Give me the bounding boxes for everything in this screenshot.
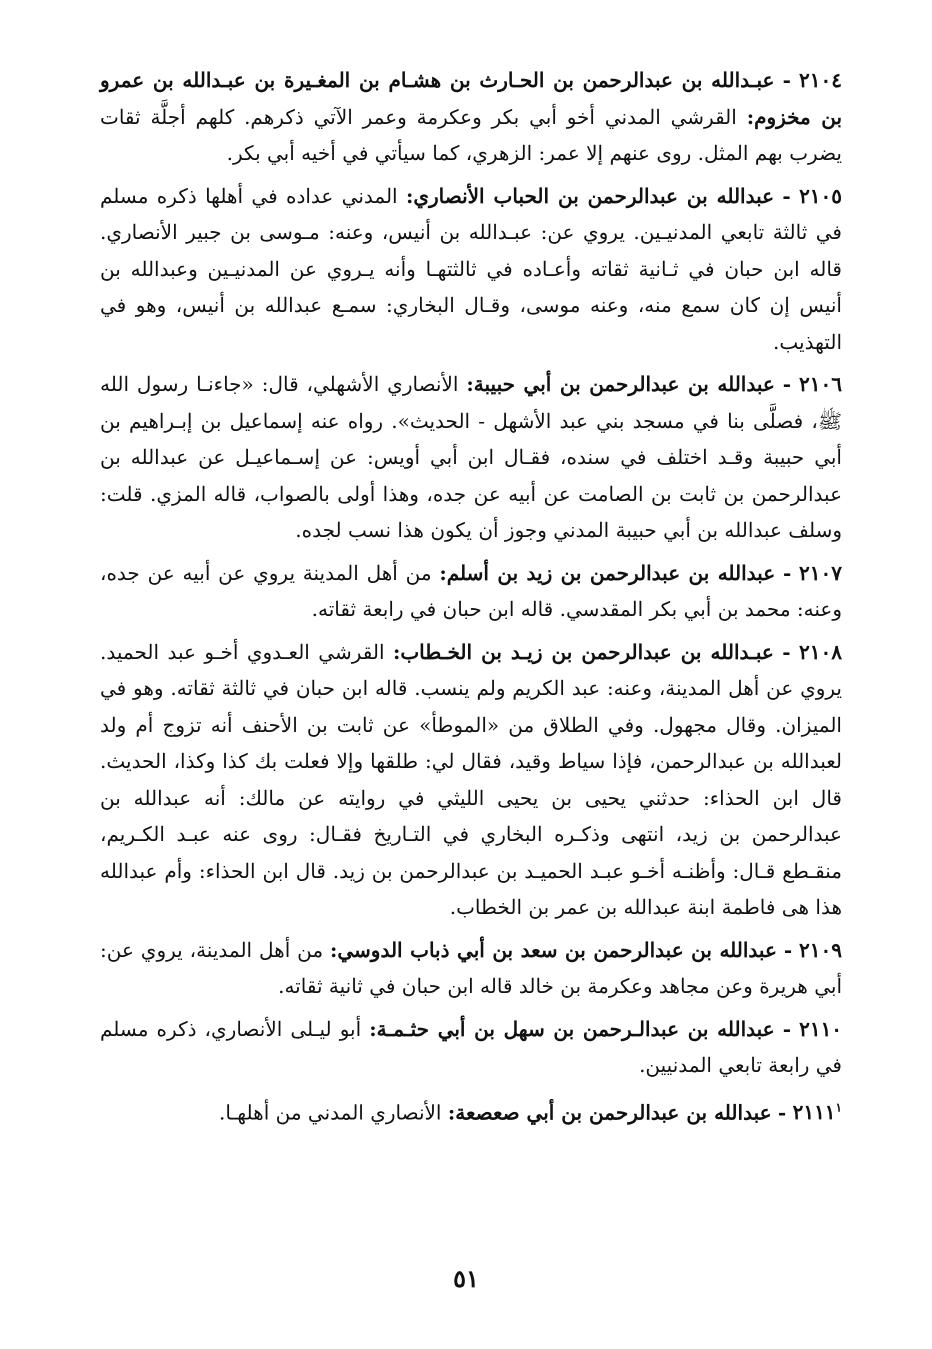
entry-dash: -	[777, 1100, 787, 1125]
entry-name: عبـدالله بن عبدالرحمن بن زيـد بن الخـطاب:	[392, 639, 774, 664]
entry-dash: -	[782, 639, 791, 664]
entry-name: عبدالله بن عبدالـرحمن بن سهل بن أبي حثـمـة:	[369, 1016, 775, 1041]
entry-text: المدني عداده في أهلها ذكره مسلم في ثالثة تابعي المدنيـين. يروي عن: عبـدالله بن أنيس، وعنه: مـوسى بن جبير الأنصاري. قاله ابن حبان في ثـانية ثقاته وأعـاده في ثالثتهـا وأنه يـروي عن المدنيـين وعبدالله بن أنيس إن كان سمع منه، وعنه موسى، وقـال البخاري: سمـع عبدالله بن أنيس، وهو في التهذيب.	[100, 183, 842, 354]
entry-dash: -	[782, 68, 791, 92]
footnote-mark: ١	[835, 1100, 842, 1115]
entry-name: عبدالله بن عبدالرحمن بن الحباب الأنصاري:	[405, 183, 775, 208]
entry-2105	[100, 178, 842, 361]
entry-text: من أهل المدينة يروي عن أبيه عن جده، وعنه: محمد بن أبي بكر المقدسي. قاله ابن حبان في رابعة ثقاته.	[100, 560, 842, 621]
entry-2104	[100, 62, 842, 172]
entry-text: القرشي العـدوي أخـو عبد الحميد. يروي عن أهل المدينة، وعنه: عبد الكريم ولم ينسب. قاله ابن حبان في ثالثة ثقاته. وهو في الميزان. وقال مجهول. وفي الطلاق من «الموطأ» عن ثابت بن الأحنف أنه تزوج أم ولد لعبدالله بن عبدالرحمن، فإذا سياط وقيد، فقال لي: طلقها وإلا فعلت بك كذا وكذا، الحديث. قال ابن الحذاء: حدثني يحيى بن يحيى الليثي في روايته عن مالك: أنه عبدالله بن عبدالرحمن بن زيد، انتهى وذكـره البخاري في التـاريخ فقـال: روى عنه عبـد الكـريم، منقـطع قـال: وأظنـه أخـو عبـد الحميـد بن عبدالرحمن بن زيد. قال ابن الحذاء: وأم عبدالله هذا هى فاطمة ابنة عبدالله بن عمر بن الخطاب.	[100, 639, 842, 919]
entry-name: عبدالله بن عبدالرحمن بن أبي حبيبة:	[466, 372, 775, 396]
entry-text: الأنصاري المدني من أهلهـا.	[219, 1100, 442, 1125]
entry-name: عبدالله بن عبدالرحمن بن سعد بن أبي ذباب الدوسي:	[330, 937, 777, 962]
entry-text: الأنصاري الأشهلي، قال: «جاءنـا رسول الله ﷺ، فصلَّى بنا في مسجد بني عبد الأشهل - الحديث». رواه عنه إسماعيل بن إبـراهيم بن أبي حبيبة وقـد اختلف في سنده، فقـال ابن أبي أويس: عن إسـماعيـل عن عبدالله بن عبدالرحمن بن ثابت بن الصامت عن أبيه عن جده، وهذا أولى بالصواب، قاله المزي. قلت: وسلف عبدالله بن أبي حبيبة المدني وجوز أن يكون هذا نسب لجده.	[100, 372, 842, 542]
entry-name: عبدالله بن عبدالرحمن بن أبي صعصعة:	[447, 1100, 772, 1125]
page-body	[100, 62, 842, 1137]
entry-2108	[100, 634, 842, 926]
entry-2107	[100, 555, 842, 628]
entry-dash: -	[783, 937, 793, 962]
entry-text: أبو ليـلى الأنصاري، ذكره مسلم في رابعة تابعي المدنيين.	[100, 1016, 842, 1077]
entry-dash: -	[782, 560, 792, 585]
entry-dash: -	[782, 372, 792, 396]
entry-number: ٢١٠٥	[799, 183, 843, 208]
entry-2110	[100, 1011, 842, 1084]
entry-number: ٢١٠٨	[799, 639, 842, 664]
entry-dash: -	[782, 1016, 791, 1041]
entry-name: عبدالله بن عبدالرحمن بن زيد بن أسلم:	[439, 560, 776, 585]
page-number: ٥١	[453, 1264, 479, 1293]
entry-2106	[100, 366, 842, 549]
entry-number: ٢١٠٧	[799, 560, 842, 585]
entry-text: من أهل المدينة، يروي عن: أبي هريرة وعن مجاهد وعكرمة بن خالد قاله ابن حبان في ثانية ثقاته.	[100, 937, 842, 998]
entry-name: عبـدالله بن عبدالرحمن بن الحـارث بن هشـام بن المغـيرة بن عبـدالله بن عمرو بن مخزوم:	[100, 68, 843, 129]
entry-number	[793, 1100, 842, 1124]
entry-dash: -	[782, 183, 791, 208]
entry-text: القرشي المدني أخو أبي بكر وعكرمة وعمر الآتي ذكرهم. كلهم أجلَّة ثقات يضرب بهم المثل. روى عنهم إلا عمر: الزهري، كما سيأتي في أخيه أبي بكر.	[100, 104, 842, 165]
entry-2111	[100, 1090, 842, 1131]
entry-number-value: ٢١١١	[792, 1100, 836, 1125]
entry-number: ٢١٠٩	[799, 937, 842, 962]
entry-number: ٢١٠٤	[799, 68, 843, 92]
entry-number: ٢١٠٦	[799, 372, 842, 396]
entry-number: ٢١١٠	[799, 1016, 843, 1041]
entry-2109	[100, 932, 842, 1005]
